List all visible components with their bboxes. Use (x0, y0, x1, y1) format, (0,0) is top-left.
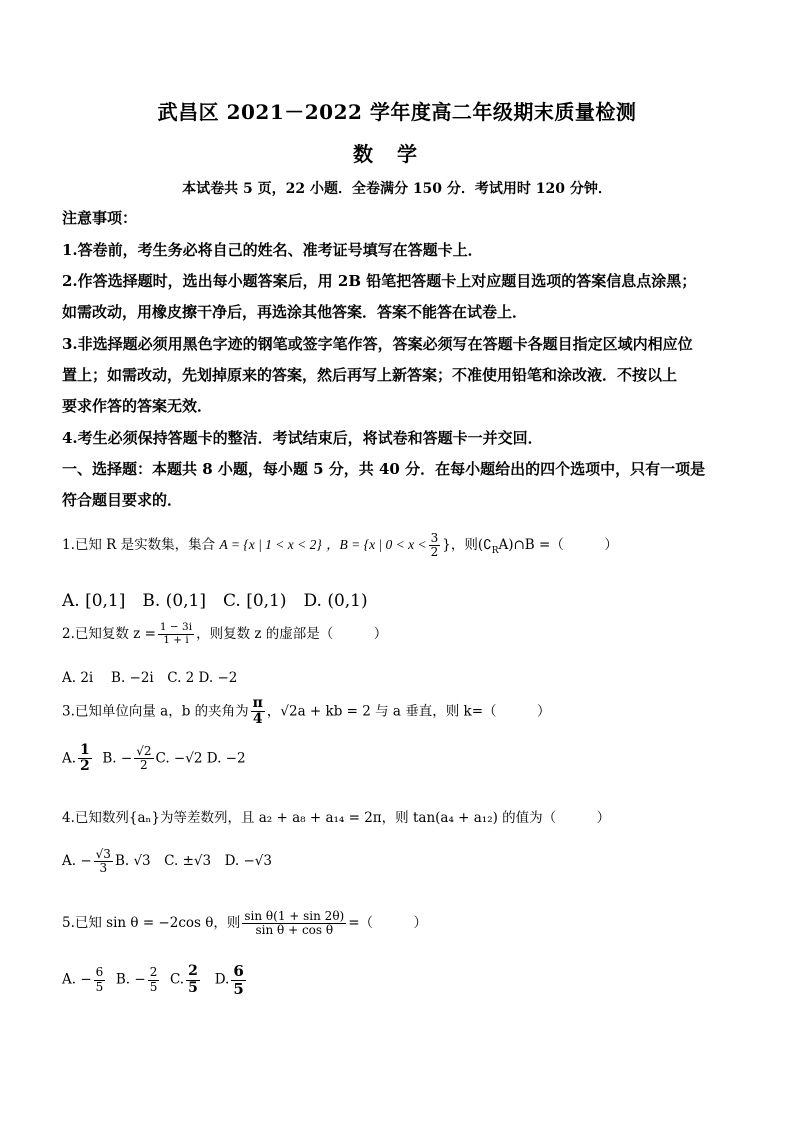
question-5-option-a-numerator: 6 (95, 965, 104, 980)
question-4-option-a-denominator: 3 (99, 861, 108, 876)
question-1 (62, 532, 618, 559)
question-3-options (62, 743, 246, 775)
question-3-option-b-numerator: √2 (136, 744, 152, 759)
question-2-prefix: 2.已知复数 z = (62, 626, 156, 642)
question-5-fraction (242, 910, 346, 937)
question-1-tail: A)∩B =（ ） (498, 537, 618, 554)
question-1-set-a: A = {x | 1 < x < 2} (219, 537, 322, 553)
question-5-option-a-label: A. − (62, 971, 92, 988)
question-3-option-b-denominator: 2 (140, 758, 148, 773)
question-3-option-a-numerator: 1 (80, 742, 90, 758)
notice-item-1: 1.答卷前，考生务必将自己的姓名、准考证号填写在答题卡上． (62, 241, 483, 259)
notice-item-4: 4.考生必须保持答题卡的整洁．考试结束后，将试卷和答题卡一并交回． (62, 429, 543, 447)
question-5-fraction-denominator: sin θ + cos θ (255, 923, 334, 938)
question-2-fraction (158, 622, 194, 646)
question-3-fraction (251, 696, 265, 728)
question-5-prefix: 5.已知 sin θ = −2cos θ，则 (62, 915, 241, 932)
question-2-fraction-denominator: 1 + i (163, 634, 189, 646)
question-4: 4.已知数列{aₙ}为等差数列，且 a₂ + a₈ + a₁₄ = 2π，则 tan(a₄ + a₁₂) 的值为（ ） (62, 810, 611, 826)
question-5-option-b-denominator: 5 (149, 979, 158, 994)
question-5-option-a-denominator: 5 (95, 979, 104, 994)
question-5 (62, 910, 427, 937)
question-5-fraction-numerator: sin θ(1 + sin 2θ) (244, 909, 345, 923)
complement-subscript: R (491, 545, 499, 556)
question-2-fraction-numerator: 1 − 3i (159, 621, 193, 634)
question-3-option-b-fraction (134, 745, 153, 772)
question-3-prefix: 3.已知单位向量 a，b 的夹角为 (62, 703, 249, 720)
notice-item-2-line-1: 2.作答选择题时，选出每小题答案后，用 2B 铅笔把答题卡上对应题目选项的答案信息点涂黑； (62, 272, 697, 290)
question-5-option-b-fraction (148, 966, 160, 993)
question-5-option-b-numerator: 2 (149, 965, 158, 980)
question-5-option-c-numerator: 2 (188, 963, 198, 980)
question-5-option-d-denominator: 5 (233, 979, 244, 998)
question-5-option-d-label: D. (214, 971, 230, 988)
question-1-options: A. [0,1] B. (0,1] C. [0,1) D. (0,1) (62, 591, 368, 611)
notice-item-3-line-3: 要求作答的答案无效． (62, 397, 213, 415)
notice-item-3-line-1: 3.非选择题必须用黑色字迹的钢笔或签字笔作答，答案必须写在答题卡各题目指定区域内相应位 (62, 335, 693, 353)
notice-item-2-line-2: 如需改动，用橡皮擦干净后，再选涂其他答案．答案不能答在试卷上． (62, 303, 528, 321)
question-3-option-a-fraction (78, 743, 92, 775)
question-3 (62, 696, 551, 728)
question-5-option-c-label: C. (169, 971, 185, 988)
question-5-option-d-numerator: 6 (233, 962, 244, 980)
question-5-option-b-label: B. − (115, 971, 146, 988)
exam-title: 武昌区 2021－2022 学年度高二年级期末质量检测 (157, 100, 637, 124)
section-heading-line-2: 符合题目要求的． (62, 491, 183, 509)
exam-info: 本试卷共 5 页，22 小题．全卷满分 150 分．考试用时 120 分钟． (182, 181, 612, 197)
question-5-option-a-fraction (94, 966, 106, 993)
question-5-option-d-fraction (231, 963, 245, 997)
question-5-tail: =（ ） (348, 915, 428, 932)
question-2-tail: ，则复数 z 的虚部是（ ） (196, 626, 388, 642)
question-3-fraction-denominator: 4 (252, 711, 263, 728)
question-1-fraction-numerator: 3 (430, 531, 439, 545)
question-3-option-b-label: B. − (102, 750, 133, 767)
question-4-option-a-numerator: √3 (95, 847, 111, 861)
question-4-option-a-fraction (94, 848, 113, 875)
question-3-tail: ，√2a + kb = 2 与 a 垂直，则 k=（ ） (266, 703, 551, 720)
notice-heading: 注意事项： (62, 209, 138, 227)
question-4-option-a-label: A. − (62, 853, 92, 870)
question-4-options (62, 848, 272, 875)
question-5-option-c-fraction (186, 964, 200, 996)
question-1-prefix: 1.已知 R 是实数集，集合 (62, 537, 216, 554)
question-3-option-a-label: A. (62, 750, 77, 767)
question-1-set-b: ，B = {x | 0 < x < (326, 537, 427, 553)
question-4-options-rest: B. √3 C. ±√3 D. −√3 (114, 853, 272, 870)
subject-title: 数学 (353, 142, 441, 166)
question-1-fraction (429, 532, 441, 559)
question-3-options-cd: C. −√2 D. −2 (155, 750, 246, 767)
complement-symbol: ∁ (483, 537, 492, 554)
question-5-option-c-denominator: 5 (188, 979, 198, 996)
question-1-set-b-close: }，则( (442, 537, 484, 554)
question-2-options: A. 2i B. −2i C. 2 D. −2 (62, 670, 238, 686)
question-1-fraction-denominator: 2 (430, 545, 439, 560)
question-3-option-a-denominator: 2 (80, 758, 90, 775)
question-2 (62, 622, 387, 647)
question-3-fraction-numerator: π (252, 695, 263, 711)
question-5-options (62, 963, 248, 997)
section-heading-line-1: 一、选择题：本题共 8 小题，每小题 5 分，共 40 分．在每小题给出的四个选项中，只有一项是 (62, 460, 706, 478)
notice-item-3-line-2: 置上；如需改动，先划掉原来的答案，然后再写上新答案；不准使用铅笔和涂改液．不按以上 (62, 366, 678, 384)
